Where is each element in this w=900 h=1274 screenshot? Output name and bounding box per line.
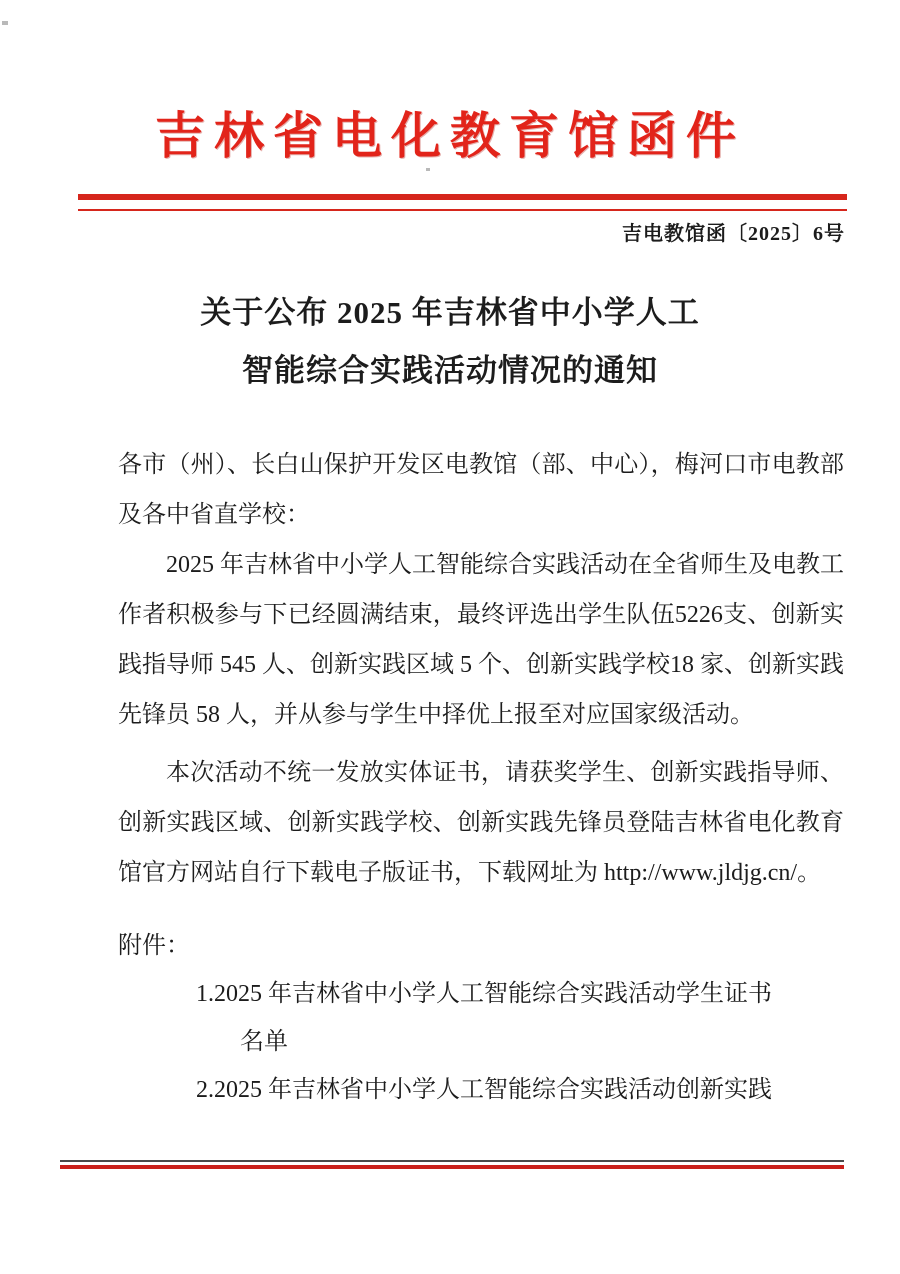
scan-speck — [426, 168, 430, 171]
notice-title-line-1: 关于公布 2025 年吉林省中小学人工 — [200, 295, 700, 330]
scan-speck — [2, 21, 8, 25]
letterhead-divider-line — [78, 194, 847, 211]
paragraph-activity-results: 2025 年吉林省中小学人工智能综合实践活动在全省师生及电教工作者积极参与下已经圆满结束，最终评选出学生队伍5226支、创新实践指导师 545 人、创新实践区域 5 个、创新实践学校18 家、创新实践先锋员 58 人，并从参与学生中择优上报至对应国家级活动。 — [118, 552, 844, 728]
document-number: 吉电教馆函〔2025〕6号 — [622, 223, 845, 245]
attachment-item-1: 1.2025 年吉林省中小学人工智能综合实践活动学生证书 — [196, 981, 772, 1007]
letterhead-title: 吉林省电化教育馆函件 — [155, 108, 745, 164]
footer-divider-line — [60, 1160, 844, 1169]
notice-title-line-2: 智能综合实践活动情况的通知 — [242, 353, 658, 388]
attachment-item-1-continuation: 名单 — [240, 1029, 288, 1055]
attachments-label: 附件： — [118, 933, 190, 959]
paragraph-certificate-download: 本次活动不统一发放实体证书，请获奖学生、创新实践指导师、创新实践区域、创新实践学校、创新实践先锋员登陆吉林省电化教育馆官方网站自行下载电子版证书，下载网址为 http://www.jldjg.cn/。 — [118, 760, 844, 886]
salutation: 各市（州）、长白山保护开发区电教馆（部、中心），梅河口市电教部及各中省直学校： — [118, 452, 844, 528]
notice-body — [0, 440, 900, 898]
attachment-item-2: 2.2025 年吉林省中小学人工智能综合实践活动创新实践 — [196, 1077, 772, 1103]
notice-title — [0, 284, 900, 400]
attachments-section — [0, 922, 900, 1114]
